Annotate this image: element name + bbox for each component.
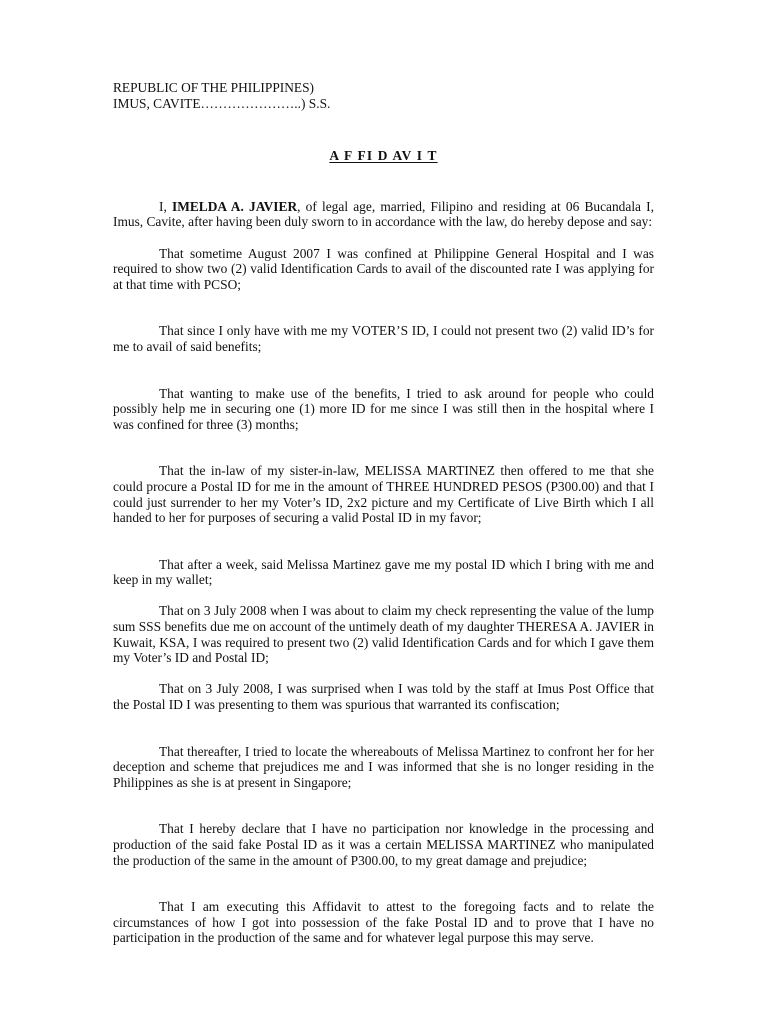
document-title: A F FI D AV I T: [329, 148, 438, 164]
paragraph-voters-id: That since I only have with me my VOTER’S ID, I could not present two (2) valid ID’s for me to avail of said benefits;: [113, 323, 654, 354]
intro-paragraph: [113, 199, 654, 230]
paragraph-purpose: That I am executing this Affidavit to attest to the foregoing facts and to relate the circumstances of how I got into possession of the fake Postal ID and to prove that I have no participation in the production of the same and for whatever legal purpose this may serve.: [113, 899, 654, 946]
venue-line-republic: REPUBLIC OF THE PHILIPPINES): [113, 80, 315, 95]
paragraph-postal-id-received: That after a week, said Melissa Martinez gave me my postal ID which I bring with me and keep in my wallet;: [113, 556, 654, 588]
affidavit-page: [113, 80, 654, 946]
affiant-name: IMELDA A. JAVIER: [172, 198, 298, 214]
paragraph-sss-claim: That on 3 July 2008 when I was about to claim my check representing the value of the lump sum SSS benefits due me on account of the untimely death of my daughter THERESA A. JAVIER in Kuwait, KSA, I was required to present two (2) valid Identification Cards and for which I gave them my Voter’s ID and Postal ID;: [113, 603, 654, 666]
paragraph-confiscation: That on 3 July 2008, I was surprised when I was told by the staff at Imus Post Office that the Postal ID I was presenting to them was spurious that warranted its confiscation;: [113, 681, 654, 713]
paragraph-seeking-help: That wanting to make use of the benefits, I tried to ask around for people who could possibly help me in securing one (1) more ID for me since I was still then in the hospital where I was confined for three (3) months;: [113, 385, 654, 432]
paragraph-postal-id-offer: That the in-law of my sister-in-law, MELISSA MARTINEZ then offered to me that she could procure a Postal ID for me in the amount of THREE HUNDRED PESOS (P300.00) and that I could just surrender to her my Voter’s ID, 2x2 picture and my Certificate of Live Birth which I all handed to her for purposes of securing a valid Postal ID in my favor;: [113, 463, 654, 526]
venue-line-municipality: IMUS, CAVITE…………………..) S.S.: [113, 95, 331, 111]
intro-text: , of legal age, married, Filipino and residing at 06 Bucandala I, Imus, Cavite, after having been duly sworn to in accordance with the law, do hereby depose and say:: [113, 198, 654, 230]
paragraph-declaration: That I hereby declare that I have no participation nor knowledge in the processing and production of the said fake Postal ID as it was a certain MELISSA MARTINEZ who manipulated the production of the same in the amount of P300.00, to my great damage and prejudice;: [113, 821, 654, 868]
paragraph-hospital-confinement: That sometime August 2007 I was confined at Philippine General Hospital and I was required to show two (2) valid Identification Cards to avail of the discounted rate I was applying for at that time with PCSO;: [113, 245, 654, 292]
intro-prefix: I,: [159, 198, 173, 214]
paragraph-whereabouts: That thereafter, I tried to locate the whereabouts of Melissa Martinez to confront her for her deception and scheme that prejudices me and I was informed that she is no longer residing in the Philippines as she is at present in Singapore;: [113, 743, 654, 790]
